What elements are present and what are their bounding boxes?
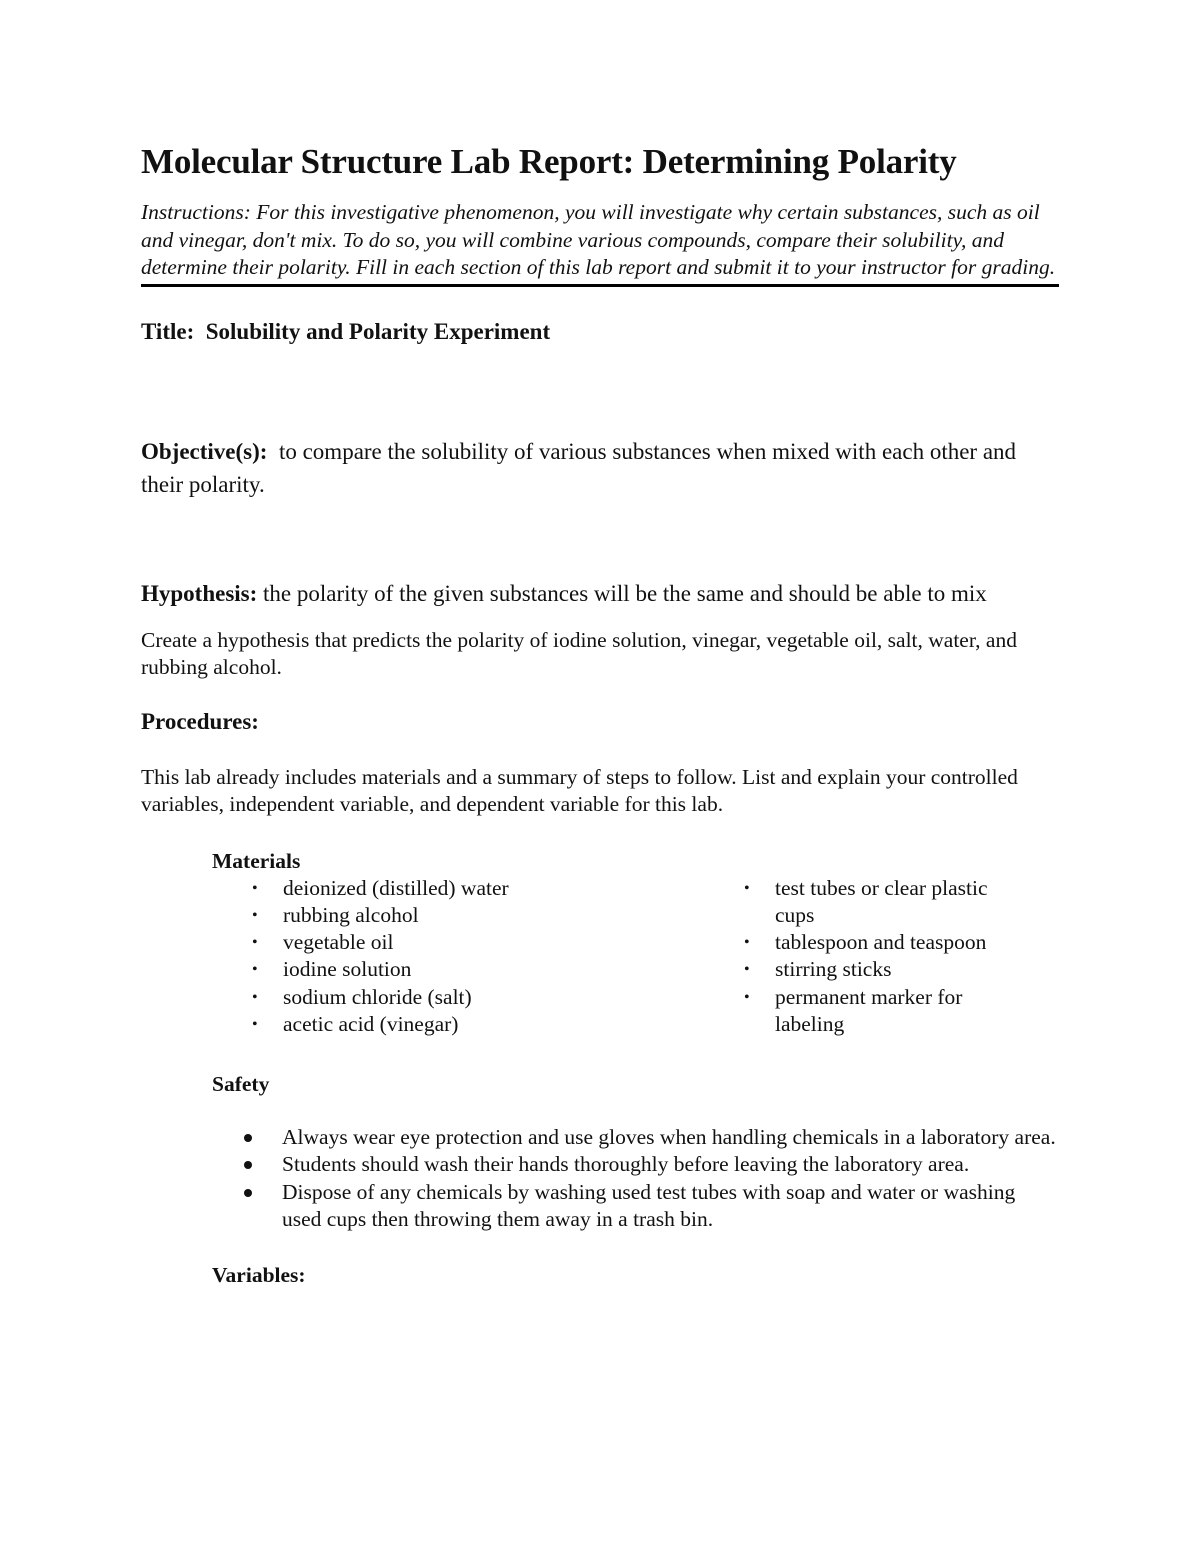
list-item: • permanent marker for labeling: [744, 984, 963, 1036]
bullet-dot-icon: [244, 1189, 252, 1197]
procedures-text: This lab already includes materials and a summary of steps to follow. List and explain your controlled variables, independent variable, and dependent variable for this lab.: [141, 764, 1018, 816]
document-page: [141, 138, 1059, 1289]
list-item: • tablespoon and teaspoon: [704, 929, 1004, 956]
title-section: [141, 315, 1059, 348]
list-item: • test tubes or clear plastic cups: [744, 875, 988, 927]
list-item: • acetic acid (vinegar): [212, 1011, 509, 1038]
bullet-icon: •: [252, 1015, 258, 1033]
bullet-icon: •: [252, 906, 258, 924]
objective-value: to compare the solubility of various substances when mixed with each other and their polarity.: [141, 438, 1017, 497]
hypothesis-value: the polarity of the given substances will be the same and should be able to mix: [263, 580, 987, 606]
bullet-icon: •: [252, 934, 258, 952]
bullet-icon: •: [252, 879, 258, 897]
list-item: Always wear eye protection and use gloves when handling chemicals in a laboratory area.: [141, 1124, 1059, 1152]
list-item: • iodine solution: [212, 956, 509, 983]
materials-section: [141, 848, 1059, 1038]
instructions-text: Instructions: For this investigative phenomenon, you will investigate why certain substances, such as oil and vinegar, don't mix. To do so, you will combine various compounds, compare their solubility, and determine their polarity. Fill in each section of this lab report and submit it to your instructor for grading.: [141, 199, 1059, 287]
title-label: Title:: [141, 318, 195, 344]
bullet-icon: •: [252, 961, 258, 979]
bullet-icon: •: [744, 934, 750, 952]
bullet-icon: •: [252, 988, 258, 1006]
list-item: Students should wash their hands thoroughly before leaving the laboratory area.: [141, 1151, 1059, 1179]
hypothesis-section: [141, 577, 1059, 610]
document-title: Molecular Structure Lab Report: Determining Polarity: [141, 142, 957, 181]
objective-label: Objective(s):: [141, 438, 268, 464]
hypothesis-instructions: Create a hypothesis that predicts the polarity of iodine solution, vinegar, vegetable oil, salt, water, and rubbing alcohol.: [141, 627, 1017, 679]
list-item: Dispose of any chemicals by washing used test tubes with soap and water or washing used cups then throwing them away in a trash bin.: [141, 1179, 1059, 1234]
bullet-dot-icon: [244, 1134, 252, 1142]
materials-list-right: [704, 875, 1004, 1039]
list-item: • rubbing alcohol: [212, 902, 509, 929]
list-item: • sodium chloride (salt): [212, 984, 509, 1011]
safety-list: [141, 1124, 1059, 1234]
bullet-icon: •: [744, 879, 750, 897]
bullet-icon: •: [744, 988, 750, 1006]
safety-heading: Safety: [212, 1071, 270, 1096]
title-value: Solubility and Polarity Experiment: [205, 318, 551, 344]
materials-heading: Materials: [212, 848, 301, 873]
bullet-dot-icon: [244, 1161, 252, 1169]
materials-list-left: [212, 875, 509, 1039]
bullet-icon: •: [744, 961, 750, 979]
objective-section: [141, 435, 1059, 501]
variables-heading: Variables:: [212, 1262, 306, 1287]
hypothesis-label: Hypothesis:: [141, 580, 258, 606]
list-item: • stirring sticks: [704, 956, 1004, 983]
procedures-heading: Procedures:: [141, 708, 259, 734]
list-item: • deionized (distilled) water: [212, 875, 509, 902]
list-item: • vegetable oil: [212, 929, 509, 956]
